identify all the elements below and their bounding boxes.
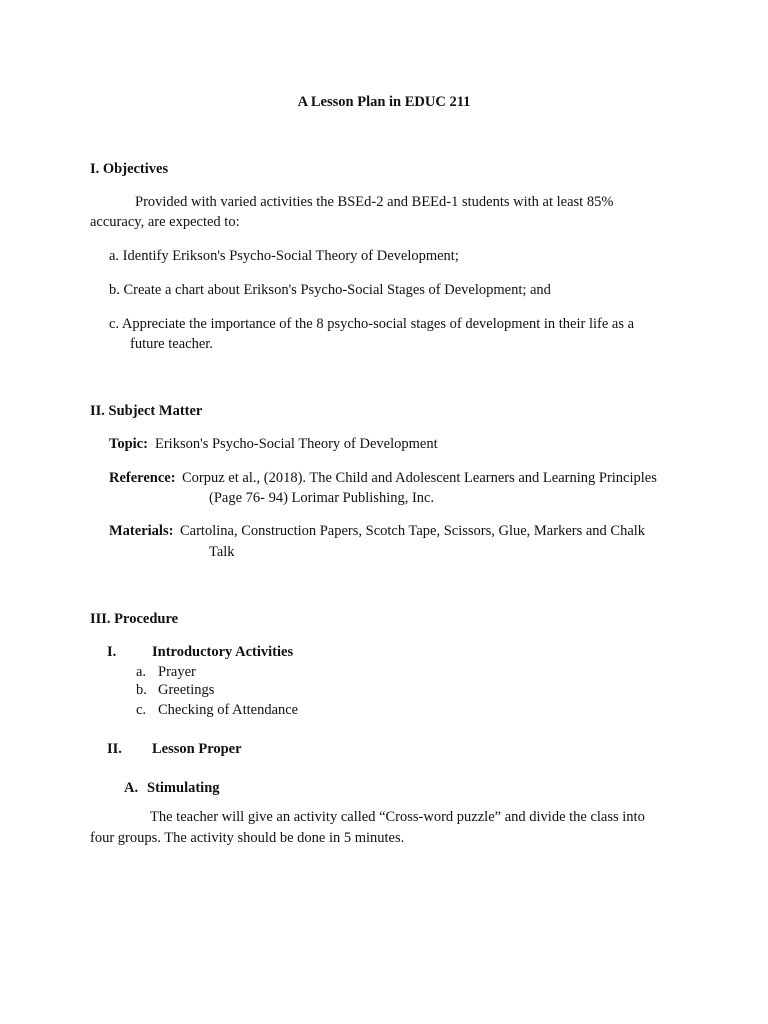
stimulating-para-line1: The teacher will give an activity called “Cross-word puzzle” and divide the class into bbox=[150, 809, 645, 825]
section-2-title: Lesson Proper bbox=[152, 741, 242, 757]
subsection-a-title: Stimulating bbox=[147, 780, 220, 796]
materials-label: Materials: bbox=[109, 523, 174, 539]
list-item-greetings: Greetings bbox=[158, 682, 215, 698]
topic-value: Erikson's Psycho-Social Theory of Development bbox=[155, 436, 438, 452]
objectives-intro-line2: accuracy, are expected to: bbox=[90, 214, 240, 230]
procedure-heading: III. Procedure bbox=[90, 611, 179, 627]
reference-line2: (Page 76- 94) Lorimar Publishing, Inc. bbox=[209, 490, 435, 506]
objectives-heading: I. Objectives bbox=[90, 161, 169, 177]
subject-matter-heading: II. Subject Matter bbox=[90, 403, 203, 419]
objective-item-c-continued: future teacher. bbox=[130, 336, 213, 352]
objective-item-c: c. Appreciate the importance of the 8 psycho-social stages of development in their life as a bbox=[109, 316, 635, 332]
materials-line1: Cartolina, Construction Papers, Scotch Tape, Scissors, Glue, Markers and Chalk bbox=[180, 523, 646, 539]
objective-item-b: b. Create a chart about Erikson's Psycho-Social Stages of Development; and bbox=[109, 282, 551, 298]
objective-item-a: a. Identify Erikson's Psycho-Social Theory of Development; bbox=[109, 248, 459, 264]
objectives-intro-line1: Provided with varied activities the BSEd-2 and BEEd-1 students with at least 85% bbox=[135, 194, 614, 210]
section-1-numeral: I. bbox=[107, 644, 117, 660]
stimulating-para-line2: four groups. The activity should be done in 5 minutes. bbox=[90, 830, 405, 846]
list-letter-c: c. bbox=[136, 702, 147, 718]
reference-line1: Corpuz et al., (2018). The Child and Adolescent Learners and Learning Principles bbox=[182, 470, 657, 486]
list-item-prayer: Prayer bbox=[158, 664, 196, 680]
reference-label: Reference: bbox=[109, 470, 176, 486]
materials-line2: Talk bbox=[209, 544, 235, 560]
topic-label: Topic: bbox=[109, 436, 148, 452]
document-title: A Lesson Plan in EDUC 211 bbox=[297, 94, 471, 110]
section-2-numeral: II. bbox=[107, 741, 122, 757]
list-letter-a: a. bbox=[136, 664, 147, 680]
list-item-attendance: Checking of Attendance bbox=[158, 702, 299, 718]
subsection-a-letter: A. bbox=[124, 780, 139, 796]
list-letter-b: b. bbox=[136, 682, 147, 698]
section-1-title: Introductory Activities bbox=[152, 644, 294, 660]
